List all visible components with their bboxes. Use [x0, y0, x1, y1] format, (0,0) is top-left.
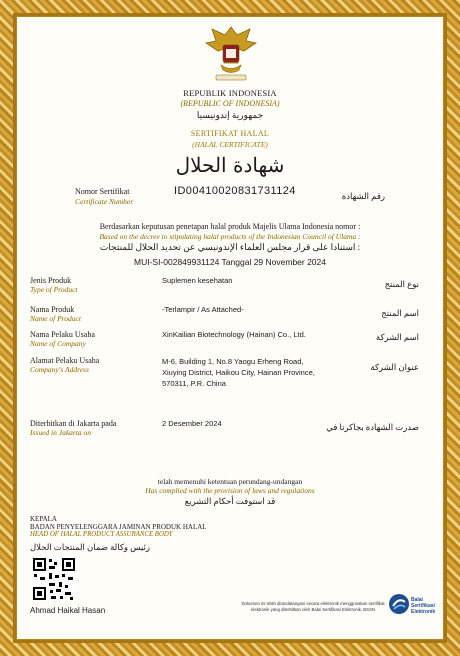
- signatory-title: KEPALA: [30, 515, 57, 523]
- product-name-value: -Terlampir / As Attached-: [162, 305, 244, 314]
- product-name-label-en: Name of Product: [30, 314, 81, 323]
- bsre-logo-text: [411, 597, 443, 615]
- company-address-label-en: Company's Address: [30, 365, 89, 374]
- certificate-title-ar: شهادة الحلال: [175, 153, 285, 177]
- qr-code: [32, 557, 76, 601]
- country-name-en: (REPUBLIC OF INDONESIA): [180, 99, 280, 108]
- bsre-text-line-2: Sertifikasi: [411, 603, 435, 609]
- signatory-name: Ahmad Haikal Hasan: [30, 606, 106, 615]
- product-name-label: Nama Produk: [30, 305, 75, 314]
- cert-number-label: Nomor Sertifikat: [75, 187, 130, 196]
- decree-number: MUI-SI-002849931124 Tanggal 29 November 2024: [133, 257, 326, 267]
- decree-text-ar: استنادا على قرار مجلس العلماء الإندونيسي عن تحديد الحلال للمنتجات :: [99, 242, 361, 252]
- company-name-value: XinKailian Biotechnology (Hainan) Co., Ltd.: [162, 330, 306, 339]
- law-compliance-text-ar: قد استوفت أحكام التشريع: [184, 496, 276, 506]
- decree-text: Berdasarkan keputusan penetapan halal produk Majelis Ulama Indonesia nomor :: [99, 222, 361, 231]
- product-type-label-en: Type of Product: [30, 285, 78, 294]
- company-name-label: Nama Pelaku Usaha: [30, 330, 95, 339]
- company-address-line-3: 570311, P.R. China: [162, 379, 226, 388]
- bsre-logo-icon: [388, 593, 410, 615]
- law-compliance-text: telah memenuhi ketentuan perundang-undangan: [157, 477, 303, 486]
- e-signature-note-line-1: Dokumen ini telah ditandatangani secara elektronik menggunakan sertifikat: [241, 601, 385, 606]
- issued-date: 2 Desember 2024: [162, 419, 222, 428]
- product-name-label-ar: اسم المنتج: [381, 308, 419, 318]
- cert-number-value: ID00410020831731124: [174, 185, 296, 197]
- company-address-label: Alamat Pelaku Usaha: [30, 356, 100, 365]
- decree-text-en: Based on the decree to stipulating halal products of the Indonesian Council of Ulama :: [99, 232, 361, 241]
- e-signature-note-line-2: elektronik yang diterbitkan oleh Balai Sertifikasi Elektronik, BSSN: [251, 607, 375, 612]
- e-signature-note: [233, 601, 393, 613]
- company-address-label-ar: عنوان الشركة: [370, 362, 419, 372]
- signatory-agency-en: HEAD OF HALAL PRODUCT ASSURANCE BODY: [30, 531, 173, 538]
- issued-label-en: Issued in Jakarta on: [30, 428, 92, 437]
- company-address-line-2: Xiuying District, Haikou City, Hainan Province,: [162, 368, 315, 377]
- country-name-ar: جمهورية إندونيسيا: [196, 110, 264, 120]
- certificate-paper: [17, 17, 443, 639]
- issued-label-ar: صدرت الشهادة بجاكرتا في: [326, 422, 419, 432]
- country-name: REPUBLIK INDONESIA: [183, 88, 277, 98]
- garuda-emblem-icon: [204, 23, 258, 83]
- certificate-title: SERTIFIKAT HALAL: [190, 129, 270, 138]
- company-name-label-ar: اسم الشركة: [375, 332, 419, 342]
- company-name-label-en: Name of Company: [30, 339, 86, 348]
- bsre-text-line-3: Elektronik: [411, 609, 436, 615]
- cert-number-label-en: Certificate Number: [75, 197, 134, 206]
- certificate-title-en: (HALAL CERTIFICATE): [192, 140, 268, 149]
- cert-number-label-ar: رقم الشهادة: [341, 191, 385, 201]
- signatory-agency-ar: رئيس وكالة ضمان المنتجات الحلال: [30, 542, 150, 552]
- bsre-text-line-1: Balai: [411, 597, 423, 603]
- issued-label: Diterbitkan di Jakarta pada: [30, 419, 117, 428]
- law-compliance-text-en: Has complied with the provision of laws and regulations: [145, 486, 315, 495]
- product-type-value: Suplemen kesehatan: [162, 276, 233, 285]
- signatory-agency: BADAN PENYELENGGARA JAMINAN PRODUK HALAL: [30, 523, 207, 531]
- product-type-label-ar: نوع المنتج: [384, 279, 419, 289]
- product-type-label: Jenis Produk: [30, 276, 72, 285]
- company-address-line-1: M-6, Building 1, No.8 Yaogu Erheng Road,: [162, 357, 304, 366]
